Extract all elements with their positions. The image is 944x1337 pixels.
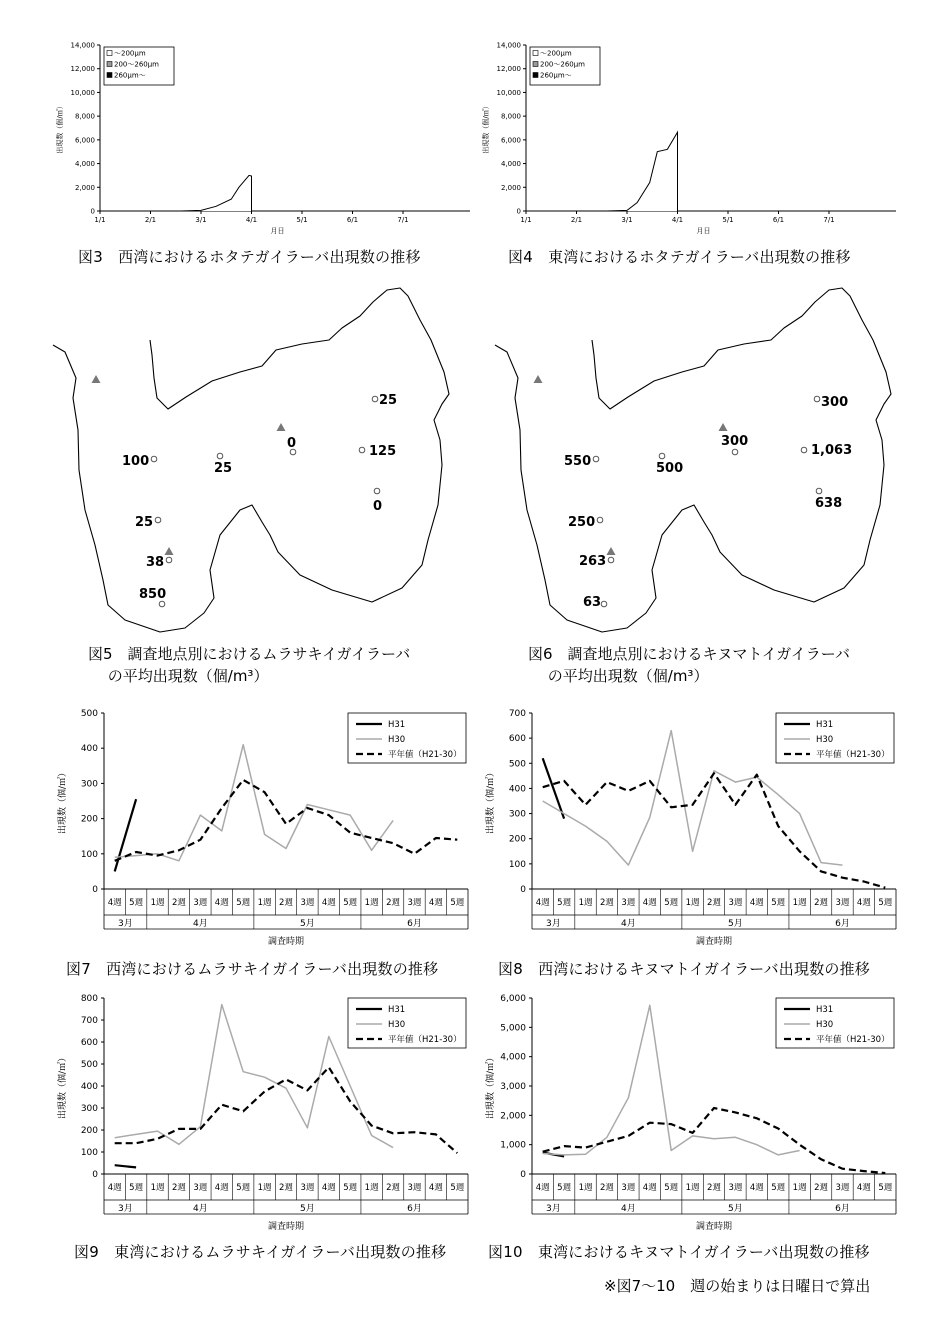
y-tick-label: 0 — [90, 207, 95, 216]
x-tick-label: 4週 — [642, 1183, 657, 1193]
y-tick-label: 700 — [80, 1016, 98, 1026]
legend-swatch — [533, 73, 538, 78]
x-tick-label: 1週 — [578, 898, 593, 908]
x-tick-label: 2/1 — [144, 216, 157, 224]
station-value: 263 — [579, 554, 607, 569]
x-tick-label: 3週 — [407, 1183, 422, 1193]
y-tick-label: 4,000 — [74, 160, 95, 169]
y-tick-label: 2,000 — [500, 183, 521, 192]
y-tick-label: 6,000 — [500, 994, 526, 1004]
x-tick-label: 3週 — [300, 898, 315, 908]
y-tick-label: 400 — [508, 784, 526, 795]
y-tick-label: 0 — [520, 1170, 526, 1180]
legend-label: H31 — [388, 720, 406, 730]
series-line-3 — [115, 1067, 458, 1153]
y-tick-label: 700 — [508, 709, 526, 719]
fig10-caption: 図10 東湾におけるキヌマトイガイラーバ出現数の推移 — [488, 1243, 870, 1261]
x-tick-label: 1週 — [792, 898, 807, 908]
station-value: 100 — [122, 454, 150, 469]
x-tick-label: 3週 — [300, 1183, 315, 1193]
y-tick-label: 600 — [80, 1038, 98, 1048]
station-value: 125 — [369, 444, 397, 459]
x-tick-label: 5週 — [236, 898, 251, 908]
station-value: 850 — [139, 587, 167, 602]
coastline — [53, 288, 449, 632]
x-tick-label: 1/1 — [94, 216, 106, 224]
legend-swatch — [533, 51, 538, 56]
y-tick-label: 300 — [80, 1104, 98, 1114]
x-tick-label: 4週 — [107, 1183, 122, 1193]
y-tick-label: 1,000 — [500, 1140, 526, 1151]
y-tick-label: 0 — [92, 1170, 98, 1180]
series-line-1 — [115, 1165, 136, 1167]
legend-swatch — [533, 62, 538, 67]
x-tick-label: 4週 — [321, 898, 336, 908]
x-tick-label: 5週 — [878, 1183, 893, 1193]
y-tick-label: 8,000 — [500, 112, 521, 121]
station-value: 638 — [815, 496, 843, 511]
x-tick-label: 5週 — [129, 1183, 144, 1193]
x-tick-label: 1週 — [685, 898, 700, 908]
y-tick-label: 800 — [80, 994, 98, 1004]
x-tick-label: 3週 — [728, 898, 743, 908]
x-tick-label: 5週 — [664, 1183, 679, 1193]
x-tick-label: 4週 — [749, 898, 764, 908]
fig3-chart — [50, 35, 470, 240]
x-axis-label: 調査時期 — [267, 937, 305, 947]
x-axis-label: 月日 — [696, 227, 711, 235]
triangle-marker — [607, 547, 616, 555]
legend-label: H30 — [388, 735, 406, 745]
x-tick-label: 4週 — [856, 898, 871, 908]
legend-swatch — [107, 73, 112, 78]
series-line-3 — [543, 1108, 886, 1173]
coastline — [495, 288, 891, 632]
legend-label: 200～260μm — [114, 60, 159, 69]
station-value: 500 — [656, 461, 684, 476]
legend-label: 260μm～ — [540, 71, 572, 80]
station-value: 0 — [373, 499, 383, 514]
y-tick-label: 3,000 — [500, 1082, 526, 1092]
x-tick-label: 5週 — [771, 1183, 786, 1193]
legend-label: ～200μm — [540, 49, 572, 58]
legend — [776, 998, 894, 1048]
y-tick-label: 200 — [80, 814, 98, 825]
station-marker — [217, 453, 223, 459]
y-axis-label: 出現数（個/㎥） — [482, 102, 490, 154]
legend-label: ～200μm — [114, 49, 146, 58]
x-tick-label: 5週 — [343, 898, 358, 908]
fig3-caption: 図3 西湾におけるホタテガイラーバ出現数の推移 — [78, 248, 421, 266]
x-tick-label: 4週 — [856, 1183, 871, 1193]
x-tick-label: 1週 — [257, 1183, 272, 1193]
station-value: 25 — [379, 393, 398, 408]
month-label: 3月 — [546, 919, 561, 929]
series-line-3 — [543, 773, 886, 887]
month-label: 6月 — [407, 1204, 422, 1214]
triangle-marker — [719, 423, 728, 431]
series-line-1 — [543, 758, 564, 818]
y-tick-label: 4,000 — [500, 160, 521, 169]
y-tick-label: 0 — [516, 207, 521, 216]
x-tick-label: 5週 — [878, 898, 893, 908]
x-tick-label: 1週 — [364, 1183, 379, 1193]
x-tick-label: 4週 — [428, 898, 443, 908]
y-axis-label: 出現数（個/㎥） — [56, 102, 64, 154]
station-marker — [801, 447, 807, 453]
month-label: 5月 — [728, 919, 743, 929]
legend — [104, 47, 174, 85]
station-marker — [601, 601, 607, 607]
x-tick-label: 5週 — [557, 898, 572, 908]
x-tick-label: 4週 — [535, 1183, 550, 1193]
y-axis-label: 出現数（個/㎥） — [58, 1052, 68, 1120]
y-axis-label: 出現数（個/㎥） — [58, 767, 68, 835]
month-label: 3月 — [118, 919, 133, 929]
legend-swatch — [107, 62, 112, 67]
y-tick-label: 500 — [508, 759, 526, 770]
fig8-caption: 図8 西湾におけるキヌマトイガイラーバ出現数の推移 — [498, 960, 870, 978]
x-tick-label: 1週 — [257, 898, 272, 908]
month-label: 4月 — [192, 1204, 208, 1214]
x-tick-label: 5/1 — [296, 216, 308, 224]
x-tick-label: 5週 — [343, 1183, 358, 1193]
legend-label: H31 — [388, 1005, 406, 1015]
x-tick-label: 3週 — [728, 1183, 743, 1193]
x-tick-label: 3週 — [621, 1183, 636, 1193]
legend — [776, 713, 894, 763]
y-tick-label: 200 — [80, 1126, 98, 1136]
y-tick-label: 500 — [80, 1060, 98, 1070]
fig6-map — [495, 288, 891, 632]
station-marker — [166, 557, 172, 563]
month-label: 4月 — [620, 1204, 636, 1214]
x-tick-label: 4週 — [214, 898, 229, 908]
y-tick-label: 8,000 — [74, 112, 95, 121]
x-tick-label: 2週 — [171, 1183, 186, 1193]
month-label: 6月 — [407, 919, 422, 929]
legend-label: 平年値（H21-30） — [388, 1035, 462, 1045]
legend-label: H31 — [816, 720, 834, 730]
x-tick-label: 4週 — [535, 898, 550, 908]
fig4-caption: 図4 東湾におけるホタテガイラーバ出現数の推移 — [508, 248, 851, 266]
fig10-chart — [480, 990, 900, 1238]
y-axis-label: 出現数（個/㎥） — [486, 1052, 496, 1120]
month-label: 5月 — [300, 919, 315, 929]
legend-label: 平年値（H21-30） — [388, 750, 462, 760]
x-tick-label: 1週 — [150, 898, 165, 908]
y-tick-label: 2,000 — [74, 183, 95, 192]
y-tick-label: 200 — [508, 834, 526, 845]
month-label: 6月 — [835, 1204, 850, 1214]
x-tick-label: 4/1 — [671, 216, 684, 224]
y-tick-label: 400 — [80, 1082, 98, 1092]
station-marker — [359, 447, 365, 453]
station-maps — [0, 280, 944, 640]
x-tick-label: 6/1 — [772, 216, 785, 224]
fig6-caption: 図6 調査地点別におけるキヌマトイガイラーバ の平均出現数（個/m³） — [528, 645, 850, 685]
y-tick-label: 6,000 — [500, 136, 521, 145]
legend — [530, 47, 600, 85]
triangle-marker — [92, 375, 101, 383]
station-marker — [659, 453, 665, 459]
x-tick-label: 7/1 — [823, 216, 835, 224]
station-value: 0 — [287, 436, 297, 451]
y-tick-label: 6,000 — [74, 136, 95, 145]
station-value: 63 — [583, 595, 602, 610]
y-tick-label: 0 — [520, 885, 526, 895]
month-label: 4月 — [620, 919, 636, 929]
station-value: 300 — [721, 434, 749, 449]
station-value: 1,063 — [811, 443, 853, 458]
month-label: 5月 — [728, 1204, 743, 1214]
month-label: 6月 — [835, 919, 850, 929]
legend-label: H30 — [388, 1020, 406, 1030]
x-tick-label: 1週 — [578, 1183, 593, 1193]
fig8-chart — [480, 705, 900, 953]
y-axis-label: 出現数（個/㎥） — [486, 767, 496, 835]
fig4-chart — [476, 35, 896, 240]
month-label: 4月 — [192, 919, 208, 929]
y-tick-label: 5,000 — [500, 1023, 526, 1034]
x-tick-label: 2週 — [707, 898, 721, 908]
station-marker — [816, 488, 822, 494]
x-tick-label: 2週 — [599, 1183, 614, 1193]
x-tick-label: 5週 — [450, 1183, 465, 1193]
y-tick-label: 4,000 — [500, 1052, 526, 1063]
x-tick-label: 3週 — [407, 898, 422, 908]
x-tick-label: 7/1 — [397, 216, 409, 224]
station-marker — [732, 449, 738, 455]
triangle-marker — [534, 375, 543, 383]
x-tick-label: 4週 — [107, 898, 122, 908]
x-tick-label: 1週 — [364, 898, 379, 908]
y-tick-label: 600 — [508, 734, 526, 745]
x-axis-label: 調査時期 — [695, 937, 733, 947]
x-tick-label: 2週 — [599, 898, 614, 908]
month-label: 3月 — [118, 1204, 133, 1214]
station-marker — [372, 396, 378, 402]
series-area — [526, 132, 896, 211]
y-tick-label: 500 — [80, 709, 98, 719]
x-tick-label: 2週 — [386, 1183, 401, 1193]
station-value: 25 — [214, 461, 233, 476]
y-tick-label: 100 — [80, 849, 98, 860]
x-axis-label: 調査時期 — [695, 1222, 733, 1232]
fig9-caption: 図9 東湾におけるムラサキイガイラーバ出現数の推移 — [74, 1243, 447, 1261]
station-marker — [151, 456, 157, 462]
x-tick-label: 5週 — [450, 898, 465, 908]
x-tick-label: 5週 — [557, 1183, 572, 1193]
x-axis-label: 月日 — [270, 227, 285, 235]
legend — [348, 998, 466, 1048]
x-tick-label: 3週 — [621, 898, 636, 908]
x-tick-label: 3/1 — [621, 216, 633, 224]
triangle-marker — [165, 547, 174, 555]
x-tick-label: 3週 — [835, 1183, 850, 1193]
station-marker — [374, 488, 380, 494]
y-tick-label: 10,000 — [496, 88, 521, 97]
station-marker — [814, 396, 820, 402]
fig9-chart — [52, 990, 472, 1238]
fig5-map — [53, 288, 449, 632]
x-tick-label: 2/1 — [570, 216, 583, 224]
month-label: 3月 — [546, 1204, 561, 1214]
x-tick-label: 4週 — [214, 1183, 229, 1193]
x-tick-label: 3週 — [193, 1183, 208, 1193]
x-tick-label: 6/1 — [346, 216, 359, 224]
fig5-caption: 図5 調査地点別におけるムラサキイガイラーバ の平均出現数（個/m³） — [88, 645, 411, 685]
x-axis-label: 調査時期 — [267, 1222, 305, 1232]
x-tick-label: 2週 — [814, 898, 829, 908]
legend-label: 200～260μm — [540, 60, 585, 69]
y-tick-label: 100 — [80, 1148, 98, 1158]
triangle-marker — [277, 423, 286, 431]
station-value: 38 — [146, 555, 165, 570]
legend-label: H31 — [816, 1005, 834, 1015]
y-tick-label: 12,000 — [496, 65, 521, 74]
x-tick-label: 3週 — [193, 898, 208, 908]
x-tick-label: 1週 — [150, 1183, 165, 1193]
legend — [348, 713, 466, 763]
x-tick-label: 4週 — [428, 1183, 443, 1193]
month-label: 5月 — [300, 1204, 315, 1214]
x-tick-label: 2週 — [171, 898, 186, 908]
x-tick-label: 2週 — [279, 1183, 293, 1193]
station-value: 550 — [564, 454, 592, 469]
station-marker — [159, 601, 165, 607]
legend-label: H30 — [816, 735, 834, 745]
x-tick-label: 2週 — [707, 1183, 721, 1193]
station-value: 300 — [821, 395, 849, 410]
x-tick-label: 1週 — [792, 1183, 807, 1193]
x-tick-label: 5週 — [236, 1183, 251, 1193]
x-tick-label: 4週 — [642, 898, 657, 908]
x-tick-label: 1週 — [685, 1183, 700, 1193]
x-tick-label: 2週 — [279, 898, 293, 908]
station-marker — [155, 517, 161, 523]
legend-swatch — [107, 51, 112, 56]
station-marker — [608, 557, 614, 563]
series-area — [100, 175, 470, 211]
legend-label: 260μm～ — [114, 71, 146, 80]
footnote: ※図7～10 週の始まりは日曜日で算出 — [604, 1277, 871, 1295]
station-marker — [597, 517, 603, 523]
y-tick-label: 10,000 — [70, 88, 95, 97]
station-value: 25 — [135, 515, 154, 530]
x-tick-label: 5週 — [664, 898, 679, 908]
y-tick-label: 300 — [80, 779, 98, 790]
x-tick-label: 5週 — [771, 898, 786, 908]
fig7-chart — [52, 705, 472, 953]
x-tick-label: 5/1 — [722, 216, 734, 224]
y-tick-label: 400 — [80, 744, 98, 755]
series-line-2 — [543, 1005, 800, 1155]
x-tick-label: 1/1 — [520, 216, 532, 224]
y-tick-label: 14,000 — [496, 41, 521, 50]
legend-label: 平年値（H21-30） — [816, 750, 890, 760]
x-tick-label: 4週 — [749, 1183, 764, 1193]
y-tick-label: 12,000 — [70, 65, 95, 74]
x-tick-label: 4/1 — [245, 216, 258, 224]
x-tick-label: 2週 — [386, 898, 401, 908]
y-tick-label: 100 — [508, 859, 526, 870]
y-tick-label: 300 — [508, 809, 526, 820]
x-tick-label: 4週 — [321, 1183, 336, 1193]
x-tick-label: 2週 — [814, 1183, 829, 1193]
y-tick-label: 14,000 — [70, 41, 95, 50]
y-tick-label: 0 — [92, 885, 98, 895]
x-tick-label: 3/1 — [195, 216, 207, 224]
station-marker — [593, 456, 599, 462]
x-tick-label: 3週 — [835, 898, 850, 908]
legend-label: 平年値（H21-30） — [816, 1035, 890, 1045]
legend-label: H30 — [816, 1020, 834, 1030]
station-value: 250 — [568, 515, 596, 530]
x-tick-label: 5週 — [129, 898, 144, 908]
y-tick-label: 2,000 — [500, 1111, 526, 1122]
fig7-caption: 図7 西湾におけるムラサキイガイラーバ出現数の推移 — [66, 960, 439, 978]
